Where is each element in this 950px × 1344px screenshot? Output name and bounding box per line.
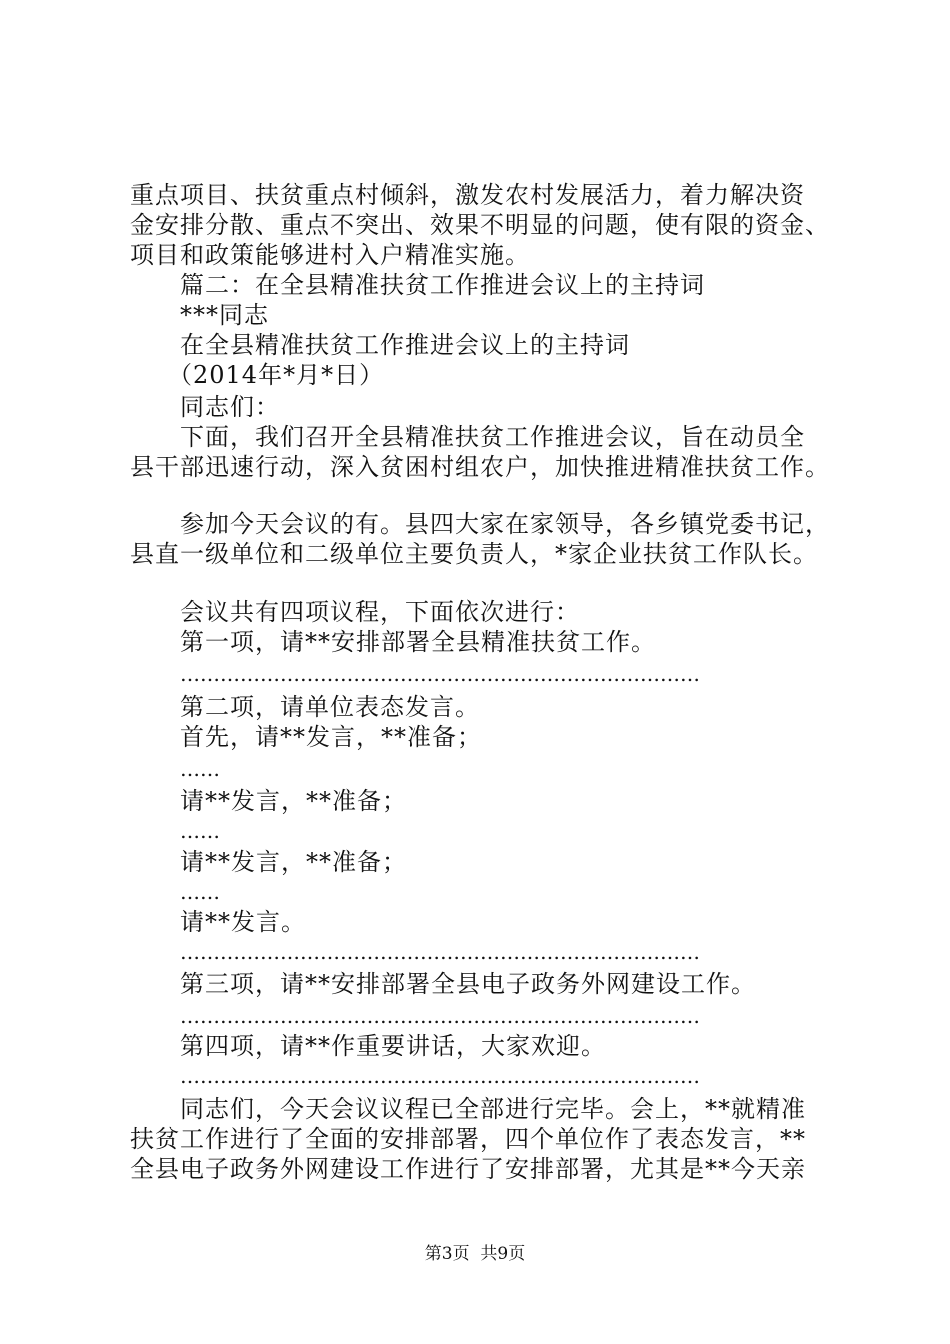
text-line: 重点项目、扶贫重点村倾斜，激发农村发展活力，着力解决资 [130,181,805,209]
agenda-item: 第二项，请单位表态发言。 [180,693,480,721]
text-line: 金安排分散、重点不突出、效果不明显的问题，使有限的资金、 [130,211,830,239]
ellipsis: …… [180,819,220,843]
agenda-item: 第一项，请**安排部署全县精准扶贫工作。 [180,628,656,656]
page-footer: 第3页 共9页 [424,1244,526,1264]
ellipsis-divider: …………………………………………………………………… [180,940,700,964]
text-line: 县干部迅速行动，深入贫困村组农户，加快推进精准扶贫工作。 [130,453,830,481]
text-line: 县直一级单位和二级单位主要负责人，*家企业扶贫工作队长。 [130,540,818,568]
text-line: 请**发言，**准备； [180,787,407,815]
text-line: 扶贫工作进行了全面的安排部署，四个单位作了表态发言，** [130,1125,806,1153]
salutation: 同志们： [180,393,280,421]
text-line: 首先，请**发言，**准备； [180,723,482,751]
text-line: 下面，我们召开全县精准扶贫工作推进会议，旨在动员全 [180,423,805,451]
ellipsis-divider: …………………………………………………………………… [180,662,700,686]
ellipsis: …… [180,757,220,781]
text-line: 会议共有四项议程，下面依次进行： [180,598,580,626]
text-line: 项目和政策能够进村入户精准实施。 [130,241,530,269]
text-line: 参加今天会议的有。县四大家在家领导，各乡镇党委书记， [180,510,830,538]
text-line: 全县电子政务外网建设工作进行了安排部署，尤其是**今天亲 [130,1155,806,1183]
agenda-item: 第三项，请**安排部署全县电子政务外网建设工作。 [180,970,756,998]
agenda-item: 第四项，请**作重要讲话，大家欢迎。 [180,1032,606,1060]
text-line: 请**发言，**准备； [180,848,407,876]
text-line: 请**发言。 [180,908,306,936]
ellipsis-divider: …………………………………………………………………… [180,1064,700,1088]
section-heading: 篇二：在全县精准扶贫工作推进会议上的主持词 [180,271,705,299]
text-line: 同志们，今天会议议程已全部进行完毕。会上，**就精准 [180,1095,806,1123]
date-line: （2014年*月*日） [168,361,385,389]
ellipsis-divider: …………………………………………………………………… [180,1004,700,1028]
ellipsis: …… [180,880,220,904]
author-line: ***同志 [180,301,269,329]
speech-title: 在全县精准扶贫工作推进会议上的主持词 [180,331,630,359]
